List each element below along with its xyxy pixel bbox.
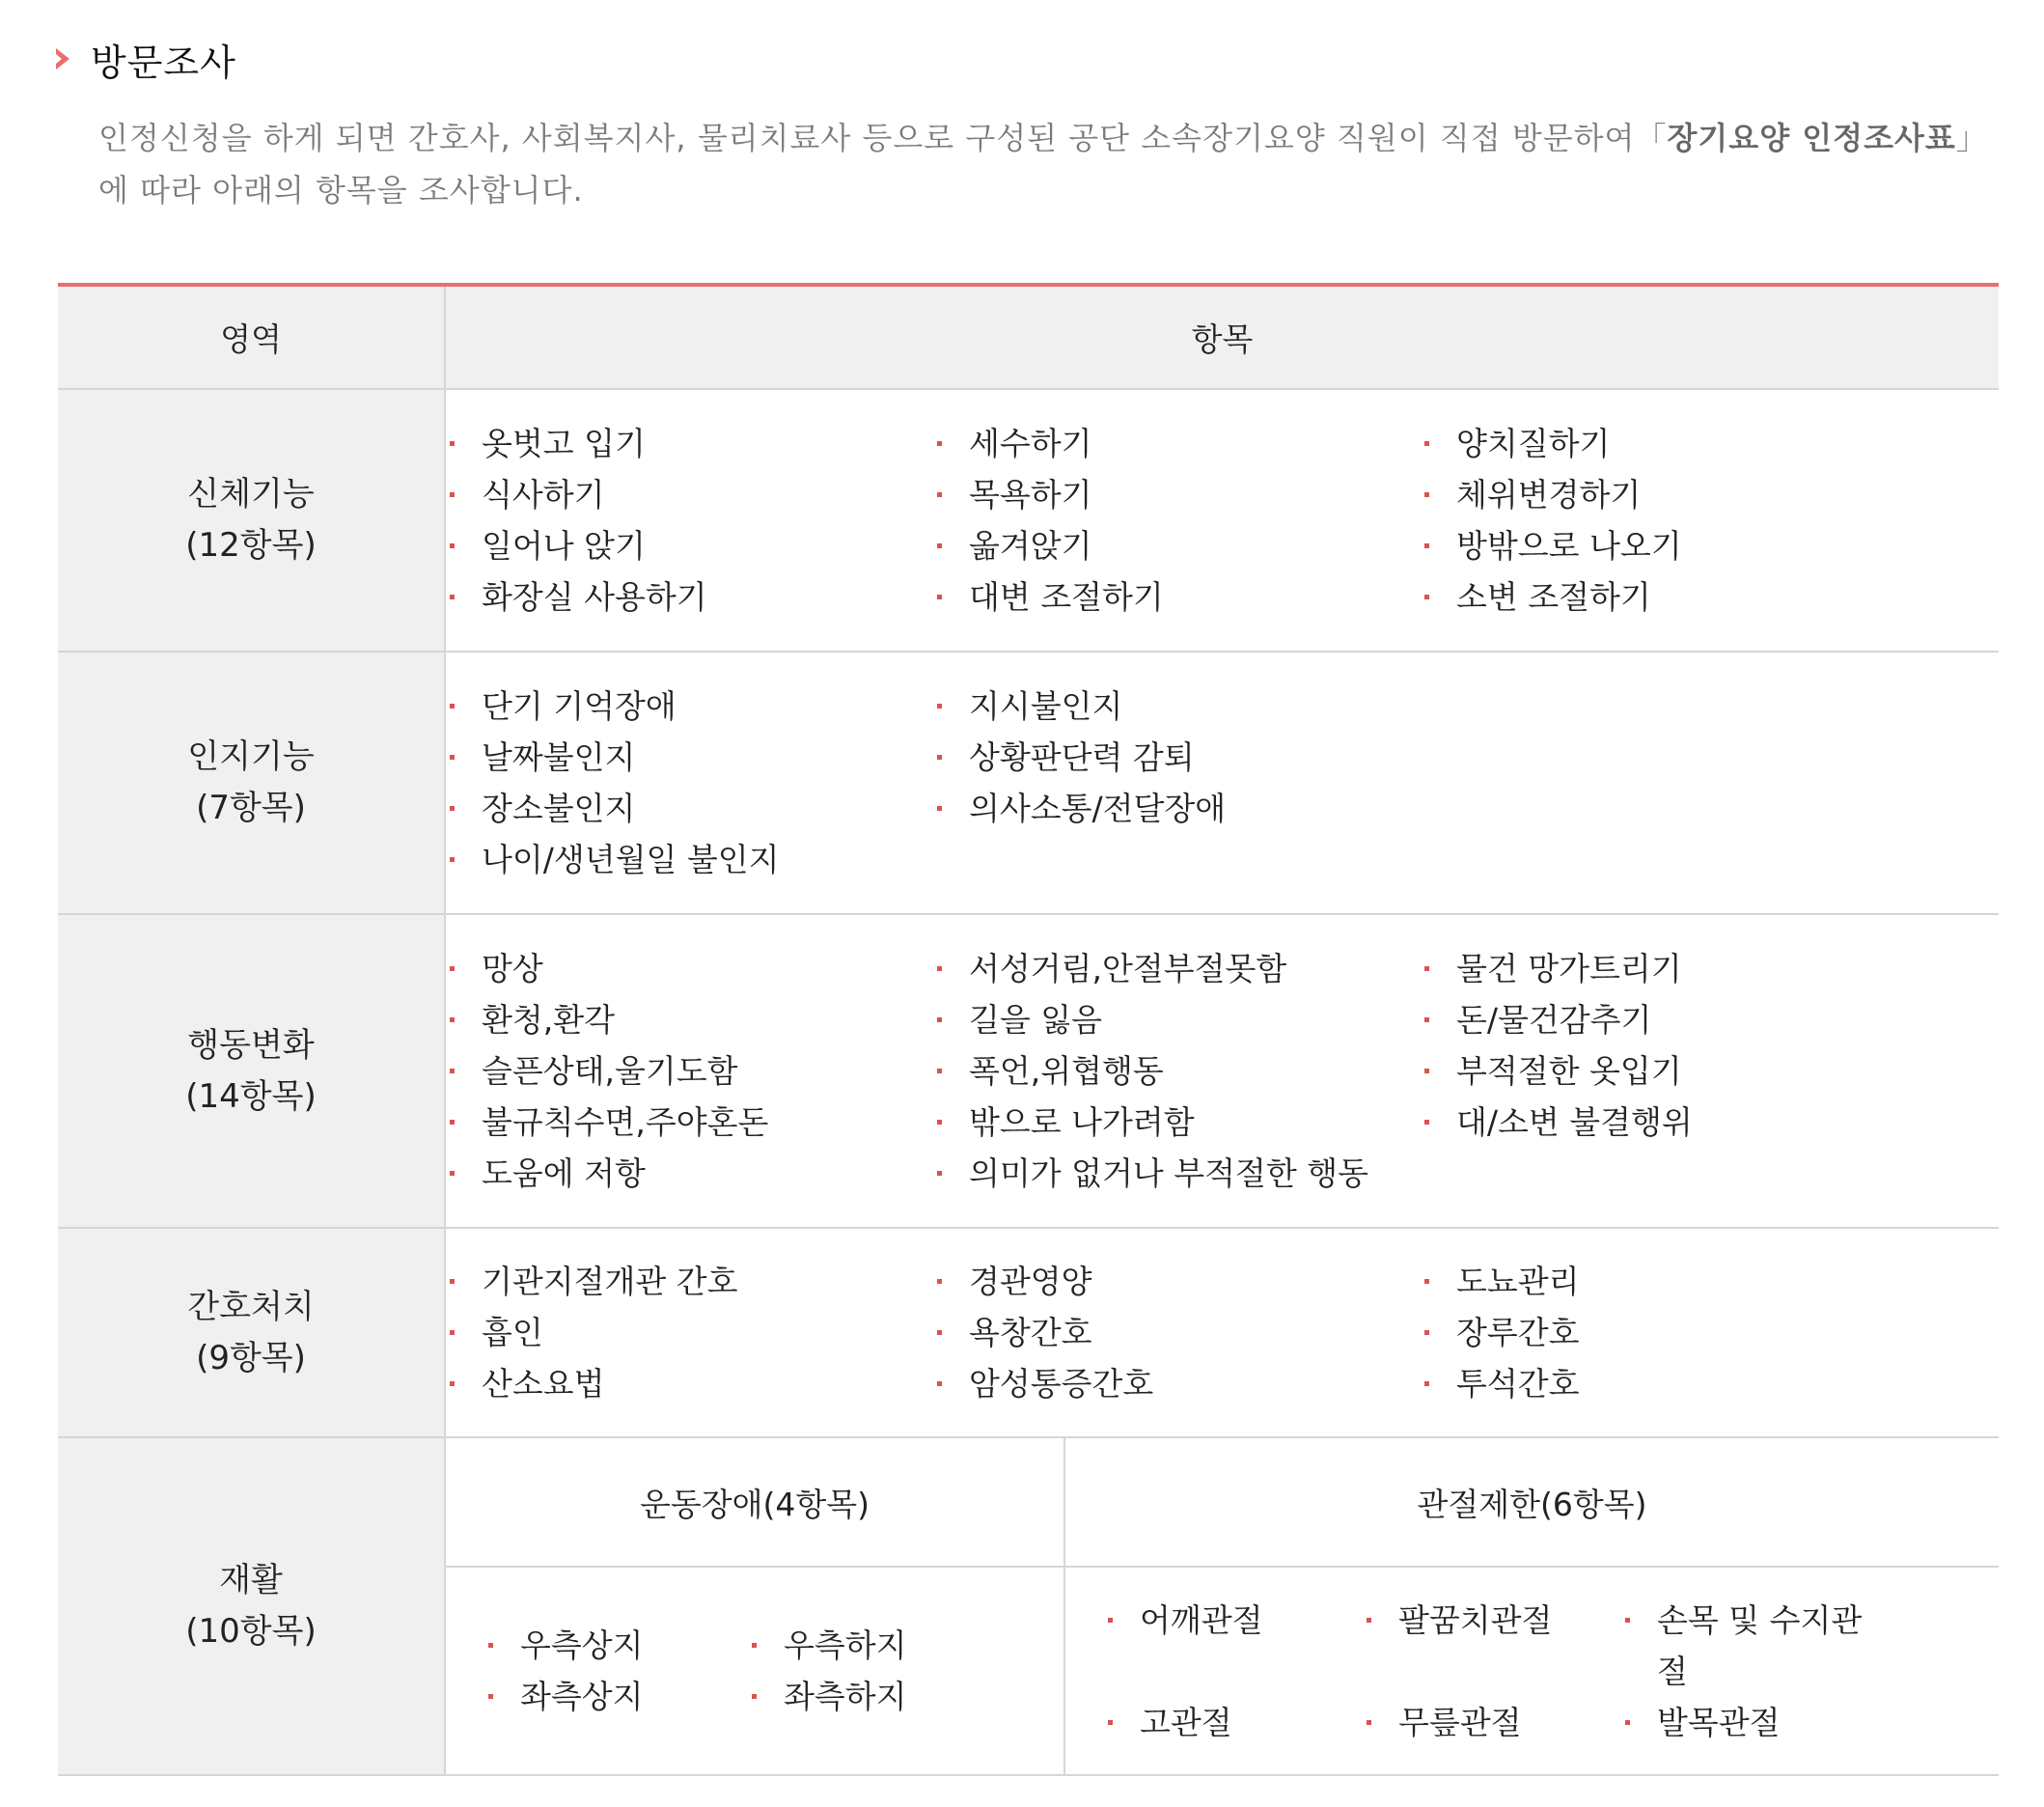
item-label: 무릎관절 bbox=[1398, 1703, 1522, 1741]
bullet-icon bbox=[937, 1381, 942, 1386]
item-label: 암성통증간호 bbox=[969, 1365, 1154, 1403]
bullet-icon bbox=[450, 595, 455, 599]
survey-table bbox=[58, 283, 1999, 1776]
bullet-icon bbox=[937, 1017, 942, 1022]
item-label: 장소불인지 bbox=[482, 790, 636, 827]
item-label: 우측상지 bbox=[520, 1626, 644, 1664]
list-item bbox=[446, 469, 933, 520]
item-label: 발목관절 bbox=[1657, 1703, 1781, 1741]
list-item bbox=[446, 834, 933, 885]
list-item bbox=[1421, 834, 1908, 885]
item-label: 식사하기 bbox=[482, 476, 605, 514]
item-label: 서성거림,안절부절못함 bbox=[969, 950, 1287, 987]
list-item bbox=[446, 1148, 933, 1199]
item-label: 산소요법 bbox=[482, 1365, 605, 1403]
bullet-icon bbox=[450, 857, 455, 862]
motor-header: 운동장애(4항목) bbox=[446, 1438, 1064, 1567]
item-label: 욕창간호 bbox=[969, 1314, 1092, 1351]
bullet-icon bbox=[1108, 1618, 1113, 1623]
item-grid bbox=[446, 681, 1999, 885]
intro-text: 인정신청을 하게 되면 간호사, 사회복지사, 물리치료사 등으로 구성된 공단 소속장기요양 직원이 직접 방문하여「 bbox=[98, 120, 1668, 156]
item-label: 지시불인지 bbox=[969, 687, 1123, 725]
list-item bbox=[446, 732, 933, 783]
list-item bbox=[1421, 418, 1908, 469]
bullet-icon bbox=[450, 1330, 455, 1335]
bullet-icon bbox=[450, 1069, 455, 1073]
list-item bbox=[748, 1620, 1011, 1671]
bullet-icon bbox=[1424, 966, 1429, 971]
item-grid bbox=[446, 943, 1999, 1199]
bullet-icon bbox=[450, 806, 455, 811]
motor-item-grid bbox=[446, 1620, 1063, 1722]
area-count: (9항목) bbox=[196, 1338, 306, 1377]
area-count: (10항목) bbox=[185, 1612, 317, 1651]
area-cell bbox=[58, 652, 445, 914]
list-item bbox=[1421, 1148, 1908, 1199]
item-label: 옮겨앉기 bbox=[969, 527, 1092, 565]
joint-header: 관절제한(6항목) bbox=[1064, 1438, 1999, 1567]
list-item bbox=[446, 943, 933, 994]
item-label: 단기 기억장애 bbox=[482, 687, 677, 725]
list-item bbox=[1421, 681, 1908, 732]
list-item bbox=[446, 783, 933, 834]
list-item bbox=[1621, 1595, 1889, 1697]
list-item bbox=[484, 1620, 748, 1671]
area-cell bbox=[58, 1437, 445, 1775]
list-item bbox=[1421, 1045, 1908, 1097]
table-row bbox=[58, 1228, 1999, 1437]
area-count: (7항목) bbox=[196, 789, 306, 827]
list-item bbox=[933, 571, 1421, 623]
items-cell bbox=[445, 652, 1999, 914]
item-label: 체위변경하기 bbox=[1456, 476, 1642, 514]
list-item bbox=[933, 1045, 1421, 1097]
bullet-icon bbox=[1108, 1720, 1113, 1725]
item-label: 투석간호 bbox=[1456, 1365, 1580, 1403]
item-label: 양치질하기 bbox=[1456, 425, 1611, 462]
list-item bbox=[484, 1671, 748, 1722]
list-item bbox=[933, 994, 1421, 1045]
item-label: 도뇨관리 bbox=[1456, 1263, 1580, 1300]
item-label: 물건 망가트리기 bbox=[1456, 950, 1682, 987]
section-title bbox=[56, 35, 236, 83]
bullet-icon bbox=[937, 1171, 942, 1176]
list-item bbox=[1104, 1595, 1363, 1697]
list-item bbox=[1421, 732, 1908, 783]
item-label: 길을 잃음 bbox=[969, 1001, 1103, 1039]
table-row bbox=[58, 389, 1999, 652]
bullet-icon bbox=[937, 595, 942, 599]
item-label: 고관절 bbox=[1140, 1703, 1232, 1741]
list-item bbox=[1363, 1595, 1621, 1697]
bullet-icon bbox=[1424, 492, 1429, 497]
bullet-icon bbox=[1424, 543, 1429, 548]
area-cell bbox=[58, 914, 445, 1228]
area-count: (12항목) bbox=[185, 526, 317, 565]
list-item bbox=[933, 1097, 1421, 1148]
list-item bbox=[1421, 571, 1908, 623]
table-row bbox=[58, 914, 1999, 1228]
bullet-icon bbox=[450, 543, 455, 548]
area-label: 간호처치 bbox=[187, 1287, 315, 1326]
items-cell bbox=[445, 389, 1999, 652]
items-cell bbox=[445, 914, 1999, 1228]
list-item bbox=[1421, 1358, 1908, 1409]
list-item bbox=[933, 1256, 1421, 1307]
area-cell bbox=[58, 389, 445, 652]
list-item bbox=[1421, 1097, 1908, 1148]
item-label: 옷벗고 입기 bbox=[482, 425, 646, 462]
item-label: 손목 및 수지관절 bbox=[1657, 1600, 1863, 1690]
bullet-icon bbox=[450, 1120, 455, 1125]
bullet-icon bbox=[1424, 1017, 1429, 1022]
item-label: 도움에 저항 bbox=[482, 1154, 646, 1192]
item-label: 화장실 사용하기 bbox=[482, 578, 707, 616]
list-item bbox=[1421, 1307, 1908, 1358]
bullet-icon bbox=[1424, 595, 1429, 599]
list-item bbox=[446, 1045, 933, 1097]
list-item bbox=[933, 1307, 1421, 1358]
bullet-icon bbox=[450, 492, 455, 497]
list-item bbox=[933, 732, 1421, 783]
bullet-icon bbox=[1424, 441, 1429, 446]
list-item bbox=[933, 1358, 1421, 1409]
item-label: 폭언,위협행동 bbox=[969, 1052, 1164, 1090]
header-area: 영역 bbox=[58, 285, 445, 389]
item-label: 경관영양 bbox=[969, 1263, 1092, 1300]
list-item bbox=[446, 418, 933, 469]
item-label: 불규칙수면,주야혼돈 bbox=[482, 1103, 769, 1141]
list-item bbox=[933, 943, 1421, 994]
bullet-icon bbox=[488, 1694, 493, 1699]
list-item bbox=[1421, 783, 1908, 834]
bullet-icon bbox=[488, 1643, 493, 1648]
list-item bbox=[933, 469, 1421, 520]
item-label: 목욕하기 bbox=[969, 476, 1092, 514]
item-grid bbox=[446, 1256, 1999, 1409]
list-item bbox=[446, 994, 933, 1045]
table-row bbox=[58, 1437, 1999, 1775]
list-item bbox=[1421, 1256, 1908, 1307]
item-grid bbox=[446, 418, 1999, 623]
intro-paragraph bbox=[98, 112, 1990, 216]
bullet-icon bbox=[937, 1279, 942, 1284]
item-label: 기관지절개관 간호 bbox=[482, 1263, 738, 1300]
bullet-icon bbox=[937, 704, 942, 709]
bullet-icon bbox=[1424, 1120, 1429, 1125]
item-label: 팔꿈치관절 bbox=[1398, 1600, 1553, 1639]
item-label: 망상 bbox=[482, 950, 543, 987]
bullet-icon bbox=[937, 543, 942, 548]
list-item bbox=[446, 571, 933, 623]
bullet-icon bbox=[937, 1069, 942, 1073]
item-label: 돈/물건감추기 bbox=[1456, 1001, 1652, 1039]
item-label: 환청,환각 bbox=[482, 1001, 616, 1039]
item-label: 의사소통/전달장애 bbox=[969, 790, 1227, 827]
item-label: 좌측상지 bbox=[520, 1678, 644, 1715]
item-label: 흡인 bbox=[482, 1314, 543, 1351]
bullet-icon bbox=[1367, 1720, 1371, 1725]
bullet-icon bbox=[1424, 1330, 1429, 1335]
rehab-cell bbox=[445, 1437, 1999, 1775]
list-item bbox=[446, 1358, 933, 1409]
item-label: 의미가 없거나 부적절한 행동 bbox=[969, 1154, 1369, 1192]
list-item bbox=[1421, 469, 1908, 520]
bullet-icon bbox=[937, 441, 942, 446]
item-label: 나이/생년월일 불인지 bbox=[482, 841, 780, 878]
bullet-icon bbox=[937, 492, 942, 497]
chevron-right-icon bbox=[56, 48, 69, 70]
bullet-icon bbox=[937, 1330, 942, 1335]
item-label: 소변 조절하기 bbox=[1456, 578, 1651, 616]
intro-text-end: 」에 따라 아래의 항목을 조사합니다. bbox=[98, 120, 1988, 208]
list-item bbox=[933, 834, 1421, 885]
bullet-icon bbox=[752, 1643, 757, 1648]
bullet-icon bbox=[1424, 1381, 1429, 1386]
bullet-icon bbox=[450, 1017, 455, 1022]
list-item bbox=[1421, 994, 1908, 1045]
motor-items-cell bbox=[446, 1567, 1064, 1774]
item-label: 어깨관절 bbox=[1140, 1600, 1263, 1639]
item-label: 장루간호 bbox=[1456, 1314, 1580, 1351]
area-count: (14항목) bbox=[185, 1076, 317, 1116]
bullet-icon bbox=[450, 966, 455, 971]
list-item bbox=[1621, 1697, 1892, 1748]
item-label: 날짜불인지 bbox=[482, 738, 636, 776]
joint-items-cell bbox=[1064, 1567, 1999, 1774]
item-label: 대/소변 불결행위 bbox=[1456, 1103, 1693, 1141]
list-item bbox=[446, 1097, 933, 1148]
rehab-subtable bbox=[446, 1438, 1999, 1774]
page-title: 방문조사 bbox=[91, 41, 236, 84]
bullet-icon bbox=[1367, 1618, 1371, 1623]
bullet-icon bbox=[937, 806, 942, 811]
list-item bbox=[446, 1256, 933, 1307]
bullet-icon bbox=[937, 966, 942, 971]
item-label: 세수하기 bbox=[969, 425, 1092, 462]
list-item bbox=[1421, 520, 1908, 571]
bullet-icon bbox=[752, 1694, 757, 1699]
bullet-icon bbox=[1424, 1069, 1429, 1073]
area-label: 인지기능 bbox=[187, 737, 315, 776]
items-cell bbox=[445, 1228, 1999, 1437]
list-item bbox=[1421, 943, 1908, 994]
list-item bbox=[933, 681, 1421, 732]
bullet-icon bbox=[1625, 1618, 1630, 1623]
item-label: 좌측하지 bbox=[784, 1678, 907, 1715]
joint-item-grid bbox=[1065, 1595, 1999, 1748]
item-label: 슬픈상태,울기도함 bbox=[482, 1052, 738, 1090]
list-item bbox=[748, 1671, 1011, 1722]
bullet-icon bbox=[1625, 1720, 1630, 1725]
area-label: 재활 bbox=[219, 1561, 283, 1599]
list-item bbox=[933, 783, 1421, 834]
area-label: 신체기능 bbox=[187, 475, 315, 514]
area-cell bbox=[58, 1228, 445, 1437]
list-item bbox=[933, 520, 1421, 571]
item-label: 대변 조절하기 bbox=[969, 578, 1164, 616]
list-item bbox=[1104, 1697, 1363, 1748]
item-label: 방밖으로 나오기 bbox=[1456, 527, 1682, 565]
bullet-icon bbox=[450, 441, 455, 446]
bullet-icon bbox=[450, 1279, 455, 1284]
bullet-icon bbox=[450, 1171, 455, 1176]
item-label: 부적절한 옷입기 bbox=[1456, 1052, 1682, 1090]
item-label: 우측하지 bbox=[784, 1626, 907, 1664]
header-items: 항목 bbox=[445, 285, 1999, 389]
list-item bbox=[446, 681, 933, 732]
bullet-icon bbox=[450, 1381, 455, 1386]
table-row bbox=[58, 652, 1999, 914]
list-item bbox=[933, 1148, 1421, 1199]
list-item bbox=[446, 1307, 933, 1358]
item-label: 밖으로 나가려함 bbox=[969, 1103, 1195, 1141]
bullet-icon bbox=[1424, 1279, 1429, 1284]
intro-bold-text: 장기요양 인정조사표 bbox=[1667, 120, 1956, 156]
bullet-icon bbox=[450, 755, 455, 760]
list-item bbox=[1363, 1697, 1621, 1748]
bullet-icon bbox=[937, 755, 942, 760]
list-item bbox=[446, 520, 933, 571]
bullet-icon bbox=[450, 704, 455, 709]
bullet-icon bbox=[937, 1120, 942, 1125]
list-item bbox=[933, 418, 1421, 469]
area-label: 행동변화 bbox=[187, 1025, 315, 1065]
item-label: 일어나 앉기 bbox=[482, 527, 646, 565]
item-label: 상황판단력 감퇴 bbox=[969, 738, 1195, 776]
